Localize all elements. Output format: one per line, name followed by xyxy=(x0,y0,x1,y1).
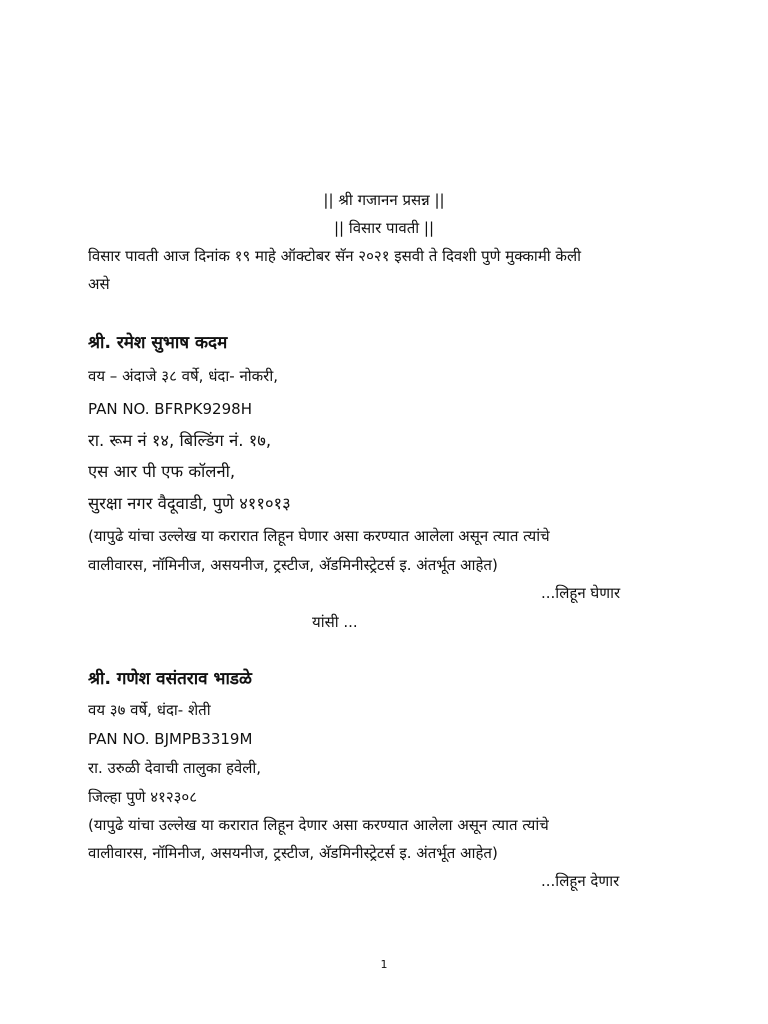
party1-note-line-2: वालीवारस, नॉमिनीज, असयनीज, ट्रस्टीज, अ‍ॅडमिनीस्ट्रेटर्स इ. अंतर्भूत आहेत) xyxy=(88,556,498,574)
intro-line-1: विसार पावती आज दिनांक १९ माहे ऑक्टोबर सॅन २०२१ इसवी ते दिवशी पुणे मुक्कामी केली xyxy=(88,247,582,265)
party2-note-line-1: (यापुढे यांचा उल्लेख या करारात लिहून देणार असा करण्यात आलेला असून त्यात त्यांचे xyxy=(88,816,549,834)
party1-address-line-3: सुरक्षा नगर वैदूवाडी, पुणे ४११०१३ xyxy=(88,494,291,513)
party1-note-line-1: (यापुढे यांचा उल्लेख या करारात लिहून घेणार असा करण्यात आलेला असून त्यात त्यांचे xyxy=(88,527,550,545)
party1-role: ...लिहून घेणार xyxy=(541,584,621,602)
party1-address-line-1: रा. रूम नं १४, बिल्डिंग नं. १७, xyxy=(88,431,272,450)
connector-text: यांसी ... xyxy=(312,613,358,631)
party2-name: श्री. गणेश वसंतराव भाडळे xyxy=(88,669,252,689)
invocation-heading: || श्री गजानन प्रसन्न || xyxy=(323,191,445,209)
party1-pan: PAN NO. BFRPK9298H xyxy=(88,400,252,418)
page-number: 1 xyxy=(380,958,388,971)
party2-pan: PAN NO. BJMPB3319M xyxy=(88,730,253,748)
party2-age-occupation: वय ३७ वर्षे, धंदा- शेती xyxy=(88,701,211,719)
party1-address-line-2: एस आर पी एफ कॉलनी, xyxy=(88,462,236,481)
party1-name: श्री. रमेश सुभाष कदम xyxy=(88,333,228,353)
intro-line-2: असे xyxy=(88,275,110,293)
party2-role: ...लिहून देणार xyxy=(541,872,620,890)
party2-note-line-2: वालीवारस, नॉमिनीज, असयनीज, ट्रस्टीज, अ‍ॅडमिनीस्ट्रेटर्स इ. अंतर्भूत आहेत) xyxy=(88,844,498,862)
party2-address-line-1: रा. उरुळी देवाची तालुका हवेली, xyxy=(88,759,262,777)
document-title: || विसार पावती || xyxy=(333,219,435,237)
party2-address-line-2: जिल्हा पुणे ४१२३०८ xyxy=(88,788,198,806)
party1-age-occupation: वय – अंदाजे ३८ वर्षे, धंदा- नोकरी, xyxy=(88,367,278,385)
